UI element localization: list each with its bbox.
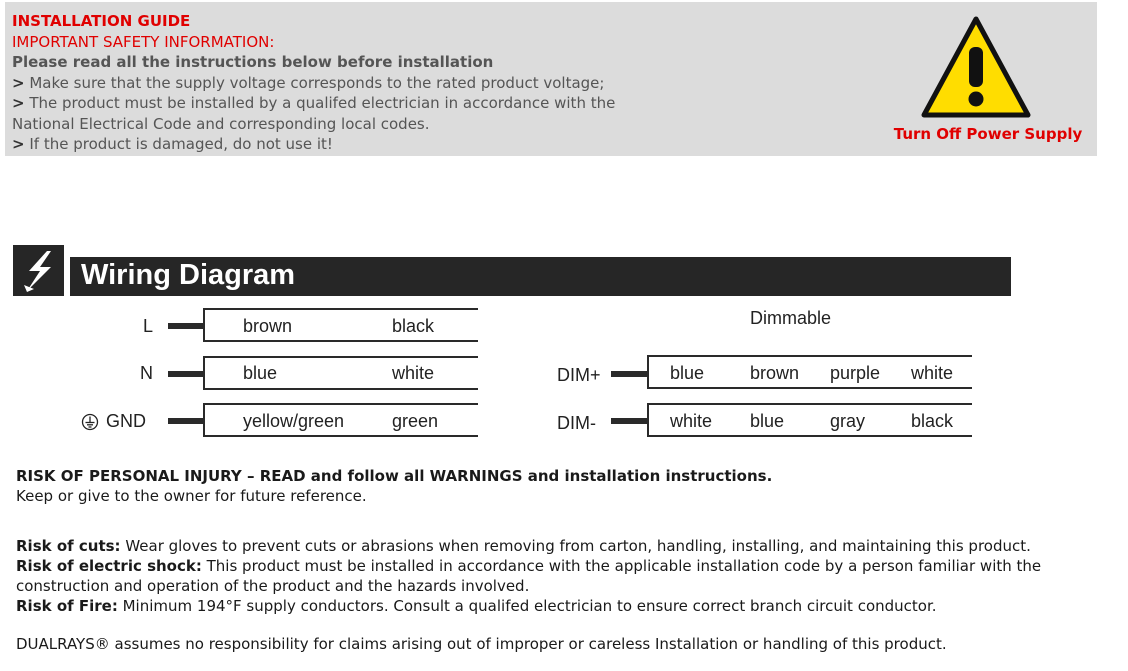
wire-color: blue [243,363,278,383]
risk-of-electric-shock: Risk of electric shock: This product must be installed in accordance with the applicable installation code by a person familiar with the construction and operation of the product and the hazards involved. [16,557,1042,595]
wire-label-dim-minus: DIM- [557,413,596,433]
ground-symbol-icon [81,413,99,431]
bullet-marker: > [12,73,25,92]
warnings-section [16,466,1124,654]
safety-item-continuation: National Electrical Code and corresponding local codes. [12,114,430,133]
wire-label-dim-plus: DIM+ [557,365,601,385]
wire-lead [611,418,649,424]
read-instructions-line: Please read all the instructions below before installation [12,53,494,71]
wire-lead [168,418,205,424]
wire-color: black [911,411,954,431]
wire-lead [611,371,649,377]
wire-color: gray [830,411,866,431]
important-safety-title: IMPORTANT SAFETY INFORMATION: [12,32,275,51]
dimmable-title: Dimmable [750,308,832,328]
wire-color: black [392,316,435,336]
safety-information-panel [5,2,1097,156]
turn-off-power-label: Turn Off Power Supply [893,125,1083,143]
bullet-marker: > [12,135,25,153]
wire-color: green [392,411,439,431]
wire-color: blue [750,411,785,431]
wiring-diagram-header [70,257,1011,296]
wire-color: brown [750,363,800,383]
wiring-diagram-title: Wiring Diagram [81,259,296,291]
risk-of-cuts: Risk of cuts: Wear gloves to prevent cuts or abrasions when removing from carton, handling, installing, and maintaining this product. [16,537,1031,555]
warning-triangle-icon [920,15,1032,119]
wire-label-gnd: GND [106,411,146,431]
installation-guide-title: INSTALLATION GUIDE [12,12,191,30]
wire-lead [168,323,205,329]
safety-text-block [12,11,615,155]
personal-injury-heading: RISK OF PERSONAL INJURY – READ and follow all WARNINGS and installation instructions. [16,467,773,485]
wire-color: yellow/green [243,411,345,431]
wire-color: brown [243,316,293,336]
wire-color: purple [830,363,881,383]
disclaimer: DUALRAYS® assumes no responsibility for claims arising out of improper or careless Installation or handling of this product. [16,635,947,653]
wire-color: white [911,363,954,383]
wire-lead [168,371,205,377]
wire-label-n: N [140,363,153,383]
safety-item: > The product must be installed by a qualifed electrician in accordance with the [12,94,616,112]
safety-item: > If the product is damaged, do not use it! [12,135,333,153]
wire-label-l: L [142,316,153,336]
wire-color: white [392,363,435,383]
lightning-bolt-icon [13,245,64,296]
risk-of-fire: Risk of Fire: Minimum 194°F supply conductors. Consult a qualifed electrician to ensure correct branch circuit conductor. [16,597,937,615]
safety-item: > Make sure that the supply voltage corresponds to the rated product voltage; [12,73,605,92]
bullet-marker: > [12,94,25,112]
wire-color: blue [670,363,705,383]
wire-color: white [670,411,713,431]
keep-reference-line: Keep or give to the owner for future reference. [16,487,367,505]
